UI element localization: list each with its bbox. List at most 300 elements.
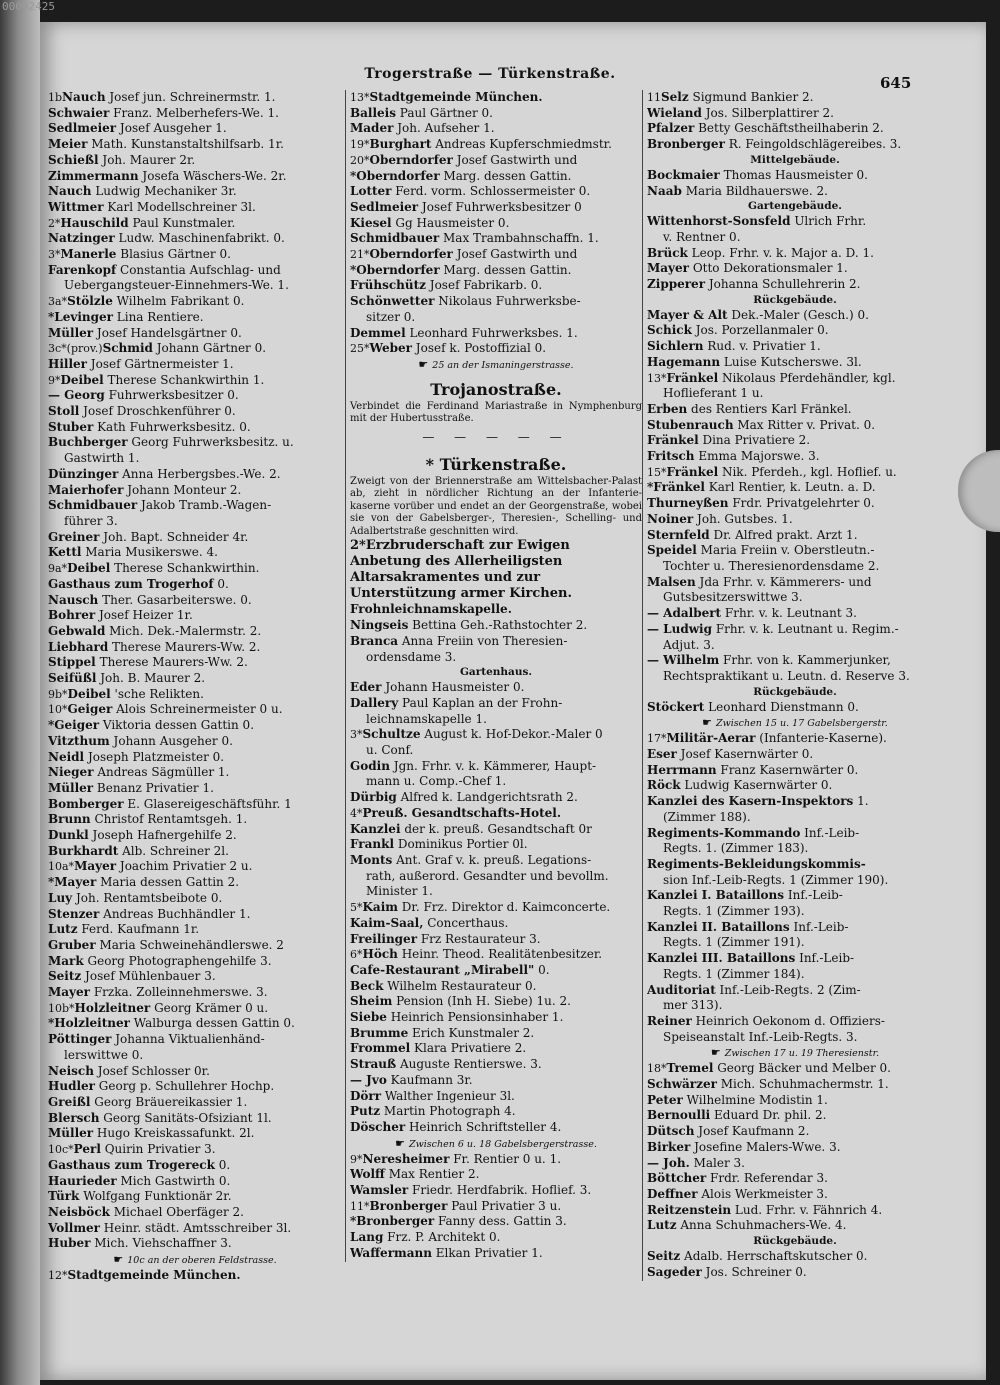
directory-entry: [48, 687, 342, 703]
column-right: [642, 90, 943, 1281]
resident-name: Frommel: [350, 1041, 411, 1056]
resident-name: Balleis: [350, 105, 396, 120]
directory-entry: [48, 1142, 342, 1158]
resident-name: Schmid: [102, 341, 153, 356]
resident-name: — Joh.: [647, 1155, 690, 1170]
resident-name: Döscher: [350, 1119, 406, 1134]
resident-name: Schönwetter: [350, 294, 435, 309]
directory-entry: [48, 357, 342, 373]
resident-name: Müller: [48, 780, 94, 795]
resident-details: Lina Rentiere.: [112, 309, 204, 324]
directory-entry: [350, 1057, 642, 1073]
house-number: 9a*: [48, 562, 68, 576]
directory-entry: [48, 310, 342, 326]
resident-name: Vollmer: [48, 1220, 100, 1235]
resident-name: Seifüßl: [48, 671, 97, 686]
resident-name: Waffermann: [350, 1245, 432, 1260]
resident-name: Gasthaus zum Trogereck: [48, 1157, 215, 1172]
resident-name: Meier: [48, 137, 88, 152]
house-number: 3a*: [48, 295, 68, 309]
directory-entry: [48, 907, 342, 923]
resident-details: Inf.-Leib-Regts. 2 (Zim-: [715, 982, 861, 997]
directory-entry: [350, 1041, 642, 1057]
directory-entry: [647, 1156, 943, 1172]
resident-details: Adjut. 3.: [663, 637, 715, 652]
resident-details: Anna Herbergsbes.-We. 2.: [118, 466, 281, 481]
directory-entry: [48, 373, 342, 389]
directory-entry: [48, 1158, 342, 1174]
resident-name: Auditoriat: [647, 982, 716, 997]
resident-details: Minister 1.: [366, 884, 433, 899]
resident-details: sion Inf.-Leib-Regts. 1 (Zimmer 190).: [663, 872, 889, 887]
directory-entry: [48, 530, 342, 546]
house-number: 17*: [647, 732, 667, 746]
resident-details: Josef Schlosser 0r.: [93, 1063, 210, 1078]
directory-entry: [647, 90, 943, 106]
resident-details: Max Ritter v. Privat. 0.: [733, 417, 876, 432]
resident-name: Huber: [48, 1236, 91, 1251]
resident-details: Dominikus Portier 0l.: [394, 837, 528, 852]
resident-name: Regiments-Kommando: [647, 825, 801, 840]
directory-entry: [350, 1199, 642, 1215]
house-number: 10*: [48, 703, 68, 717]
resident-name: Lutz: [647, 1218, 677, 1233]
directory-entry: [350, 121, 642, 137]
resident-name: Naab: [647, 183, 682, 198]
institution-entry: 2*Erzbruderschaft zur Ewigen Anbetung des Allerheiligsten Altarsakramentes und zur Unterstützung armer Kirchen.: [350, 538, 572, 602]
resident-details: Ludw. Maschinenfabrikt. 0.: [114, 231, 285, 246]
street-description: Zweigt von der Briennerstraße am Wittelsbacher-Palast ab, zieht in nördlicher Richtung an der Infanterie-kaserne vorüber und endet an der Georgenstraße, wobei sie von der Gabelsberger-, Theresien-, Schelling- und Adalbertstraße geschnitten wird.: [350, 475, 642, 537]
resident-details: Blasius Gärtner 0.: [116, 247, 231, 262]
directory-entry: [647, 480, 943, 496]
street-note: [647, 1045, 943, 1061]
directory-entry: [48, 1189, 342, 1205]
directory-entry: [647, 1171, 943, 1187]
entry-continuation: [48, 514, 342, 530]
resident-details: Inf.-Leib-: [784, 888, 843, 903]
resident-name: Dürbig: [350, 790, 397, 805]
resident-details: Marg. dessen Gattin.: [439, 168, 572, 183]
resident-name: Stadtgemeinde München.: [369, 90, 543, 104]
resident-name: Beck: [350, 978, 384, 993]
directory-entry: [647, 763, 943, 779]
resident-details: der k. preuß. Gesandtschaft 0r: [400, 821, 592, 836]
directory-entry: [647, 528, 943, 544]
directory-entry: [350, 618, 642, 634]
resident-name: Türk: [48, 1189, 80, 1204]
house-number: 6*: [350, 948, 363, 962]
directory-entry: [647, 323, 943, 339]
resident-details: Nik. Pferdeh., kgl. Hoflief. u.: [718, 464, 897, 479]
directory-entry: [48, 718, 342, 734]
directory-entry: [350, 963, 642, 979]
house-number: 11: [647, 91, 661, 104]
resident-details: Jos. Schreiner 0.: [701, 1264, 807, 1279]
entry-list: [647, 90, 943, 715]
directory-entry: [350, 1183, 642, 1199]
resident-name: Monts: [350, 853, 393, 867]
resident-name: Bohrer: [48, 608, 96, 623]
resident-details: Maria Schweinehändlerswe. 2: [95, 937, 284, 952]
entry-continuation: [350, 712, 642, 728]
resident-name: Peter: [647, 1092, 683, 1107]
directory-entry: [647, 1124, 943, 1140]
directory-entry: [647, 1061, 943, 1077]
resident-name: Stadtgemeinde München.: [67, 1268, 241, 1283]
resident-details: Frdr. Referendar 3.: [706, 1171, 828, 1186]
resident-name: Bronberger: [369, 1198, 448, 1213]
resident-details: Uebergangsteuer-Einnehmers-We. 1.: [64, 278, 289, 293]
entry-continuation: [350, 310, 642, 326]
resident-details: Johann Hausmeister 0.: [381, 680, 525, 695]
resident-name: Mader: [350, 121, 394, 136]
resident-name: Mayer: [74, 859, 117, 874]
directory-entry: [48, 891, 342, 907]
directory-entry: [647, 433, 943, 449]
note-text: Zwischen 6 u. 18 Gabelsbergerstrasse.: [409, 1138, 597, 1150]
resident-name: Birker: [647, 1139, 691, 1154]
resident-name: — Adalbert: [647, 606, 722, 621]
directory-entry: [647, 826, 943, 842]
resident-name: Gebwald: [48, 623, 106, 638]
entry-list: [48, 90, 342, 1252]
house-number: 13*: [647, 371, 667, 385]
resident-name: Pöttinger: [48, 1032, 112, 1047]
resident-details: Rud. v. Privatier 1.: [703, 339, 821, 354]
resident-details: Joh. Maurer 2r.: [98, 152, 196, 167]
resident-name: Dörr: [350, 1088, 382, 1103]
house-number: 9*: [350, 1152, 363, 1166]
resident-details: Frz Restaurateur 3.: [417, 931, 541, 946]
resident-details: Georg Bräuereikassier 1.: [90, 1095, 248, 1109]
resident-details: 1.: [853, 794, 869, 809]
resident-name: Fritsch: [647, 449, 695, 464]
resident-details: Andreas Kupferschmiedmstr.: [431, 137, 612, 152]
resident-details: E. Glasereigeschäftsführ. 1: [123, 796, 292, 811]
directory-entry: [48, 90, 342, 106]
resident-name: Schießl: [48, 152, 99, 167]
resident-details: Therese Maurers-Ww. 2.: [95, 655, 248, 670]
resident-name: Farenkopf: [48, 262, 117, 277]
directory-entry: [647, 1187, 943, 1203]
resident-name: Buchberger: [48, 435, 128, 450]
directory-entry: [48, 231, 342, 247]
house-number: 11*: [350, 1199, 370, 1213]
resident-name: Luy: [48, 890, 73, 905]
resident-name: Nauch: [62, 90, 106, 104]
resident-name: Lang: [350, 1230, 384, 1245]
resident-name: Sichlern: [647, 339, 704, 354]
resident-name: Bomberger: [48, 796, 124, 811]
entry-continuation: [647, 904, 943, 920]
resident-details: Frdr. Privatgelehrter 0.: [728, 496, 875, 511]
resident-name: Reitzenstein: [647, 1202, 732, 1217]
column-left: [48, 90, 342, 1284]
resident-details: Fr. Rentier 0 u. 1.: [449, 1151, 562, 1166]
page-number: 645: [880, 74, 912, 92]
directory-entry: [48, 1032, 342, 1048]
directory-entry: [350, 263, 642, 279]
resident-details: Joh. B. Maurer 2.: [96, 671, 206, 686]
resident-name: Kanzlei II. Bataillons: [647, 919, 790, 934]
building-subheading: Mittelgebäude.: [750, 153, 840, 166]
directory-entry: [350, 900, 642, 916]
directory-entry: [48, 969, 342, 985]
resident-name: Freilinger: [350, 931, 418, 946]
resident-name: Stenzer: [48, 906, 100, 921]
entry-continuation: [647, 810, 943, 826]
resident-details: Georg Krämer 0 u.: [150, 1000, 269, 1015]
resident-name: Lotter: [350, 184, 392, 199]
resident-name: Ningseis: [350, 618, 409, 633]
resident-details: Wolfgang Funktionär 2r.: [79, 1189, 232, 1204]
resident-name: Kanzlei des Kasern-Inspektors: [647, 794, 854, 809]
resident-name: *Oberndorfer: [350, 262, 440, 277]
resident-details: Regts. 1. (Zimmer 183).: [663, 841, 809, 856]
entry-continuation: [48, 278, 342, 294]
directory-entry: [647, 137, 943, 153]
directory-entry: [48, 388, 342, 404]
resident-details: Math. Kunstanstaltshilfsarb. 1r.: [87, 137, 284, 152]
resident-name: — Wilhelm: [647, 653, 720, 668]
resident-name: Kaim-Saal,: [350, 915, 424, 930]
resident-name: Kanzlei: [350, 821, 401, 836]
directory-entry: [350, 916, 642, 932]
directory-entry: [350, 696, 642, 712]
resident-details: Hoflieferant 1 u.: [663, 386, 764, 401]
directory-entry: [647, 214, 943, 230]
resident-name: Militär-Aerar: [666, 731, 756, 746]
directory-entry: [48, 655, 342, 671]
directory-entry: [48, 467, 342, 483]
resident-details: Joseph Platzmeister 0.: [84, 749, 225, 764]
resident-details: (Infanterie-Kaserne).: [755, 731, 887, 746]
directory-entry: [48, 781, 342, 797]
directory-entry: [350, 806, 642, 822]
resident-details: Quirin Privatier 3.: [100, 1142, 216, 1157]
resident-details: Josef k. Postoffizial 0.: [411, 341, 547, 356]
resident-details: Maler 3.: [689, 1155, 745, 1170]
directory-entry: [647, 1218, 943, 1234]
resident-name: Zimmermann: [48, 168, 139, 183]
directory-entry: [48, 938, 342, 954]
note-text: Zwischen 17 u. 19 Theresienstr.: [724, 1048, 880, 1060]
resident-details: Heinr. Theod. Realitätenbesitzer.: [397, 947, 603, 962]
entry-continuation: [647, 559, 943, 575]
directory-entry: [647, 308, 943, 324]
resident-details: Josef Droschkenführer 0.: [79, 404, 236, 419]
resident-name: Oberndorfer: [369, 152, 453, 167]
resident-name: Schwärzer: [647, 1077, 717, 1092]
resident-name: Preuß. Gesandtschafts-Hotel.: [362, 805, 562, 820]
resident-name: Mayer & Alt: [647, 307, 728, 322]
resident-name: Stubenrauch: [647, 417, 734, 432]
directory-entry: [350, 137, 642, 153]
resident-details: (Zimmer 188).: [663, 809, 751, 824]
resident-details: Viktoria dessen Gattin 0.: [99, 718, 255, 733]
resident-name: Bockmaier: [647, 167, 720, 182]
house-number: 3c*(prov.): [48, 342, 103, 356]
directory-entry: [647, 512, 943, 528]
directory-entry: [647, 402, 943, 418]
scan-id: 00092425: [2, 0, 55, 13]
resident-details: Dr. Frz. Direktor d. Kaimconcerte.: [397, 900, 611, 915]
resident-details: Maria Bildhauerswe. 2.: [681, 183, 828, 198]
resident-details: Fanny dess. Gattin 3.: [434, 1214, 567, 1229]
resident-name: Deffner: [647, 1187, 698, 1201]
resident-details: Regts. 1 (Zimmer 191).: [663, 935, 805, 950]
directory-entry: [48, 341, 342, 357]
resident-details: Concerthaus.: [423, 915, 509, 930]
resident-name: *Holzleitner: [48, 1016, 130, 1031]
resident-name: Höch: [362, 947, 398, 962]
resident-details: u. Conf.: [366, 743, 414, 758]
resident-details: Josef Ausgeher 1.: [116, 121, 227, 136]
entry-list: [647, 731, 943, 1045]
resident-name: Tremel: [666, 1061, 714, 1076]
directory-entry: [647, 622, 943, 638]
note-text: Zwischen 15 u. 17 Gabelsbergerstr.: [716, 718, 888, 730]
resident-name: Dünzinger: [48, 466, 119, 481]
resident-name: Nausch: [48, 592, 99, 607]
resident-details: Wilhelm Restaurateur 0.: [383, 978, 537, 993]
resident-name: Reiner: [647, 1013, 692, 1028]
resident-details: Jos. Silberplattirer 2.: [701, 105, 834, 120]
resident-name: Stippel: [48, 655, 96, 670]
resident-details: August k. Hof-Dekor.-Maler 0: [420, 727, 603, 742]
resident-details: Jos. Porzellanmaler 0.: [691, 323, 829, 338]
resident-details: Dek.-Maler (Gesch.) 0.: [727, 307, 869, 322]
resident-details: Paul Privatier 3 u.: [447, 1198, 562, 1213]
directory-entry: [48, 734, 342, 750]
resident-details: Tochter u. Theresienordensdame 2.: [663, 558, 880, 573]
resident-details: Martin Photograph 4.: [380, 1104, 516, 1119]
directory-entry: [48, 137, 342, 153]
resident-details: Heinr. städt. Amtsschreiber 3l.: [99, 1220, 292, 1235]
resident-name: Stuber: [48, 419, 94, 434]
house-number: 12*: [48, 1269, 68, 1283]
directory-entry: [350, 1010, 642, 1026]
resident-details: Marg. dessen Gattin.: [439, 262, 572, 277]
resident-name: Speidel: [647, 543, 697, 558]
resident-details: Josef Kaufmann 2.: [694, 1124, 810, 1139]
directory-entry: [48, 294, 342, 310]
resident-name: Greißl: [48, 1095, 91, 1109]
directory-entry: [350, 247, 642, 263]
resident-details: leichnamskapelle 1.: [366, 711, 487, 726]
building-subheading: Rückgebäude.: [753, 1235, 837, 1248]
resident-details: Josefine Malers-Wwe. 3.: [690, 1139, 841, 1154]
directory-entry: [647, 778, 943, 794]
directory-entry: [350, 680, 642, 696]
resident-details: Otto Dekorationsmaler 1.: [689, 261, 848, 276]
resident-details: Wilhelm Fabrikant 0.: [112, 294, 245, 309]
resident-details: Joh. Aufseher 1.: [393, 121, 495, 136]
entry-list: [350, 602, 642, 1135]
resident-details: Alois Werkmeister 3.: [697, 1187, 828, 1201]
resident-name: Liebhard: [48, 639, 109, 654]
running-header: Trogerstraße — Türkenstraße.: [364, 66, 616, 82]
directory-entry: [48, 1016, 342, 1032]
house-number: 10a*: [48, 860, 75, 874]
resident-name: Sageder: [647, 1264, 702, 1279]
resident-name: Wieland: [647, 105, 702, 120]
resident-name: Eser: [647, 747, 677, 762]
resident-name: Frühschütz: [350, 278, 426, 293]
note-text: 10c an der oberen Feldstrasse.: [127, 1255, 277, 1267]
directory-entry: [48, 624, 342, 640]
resident-name: Schultze: [362, 727, 421, 742]
directory-entry: [48, 545, 342, 561]
resident-details: Inf.-Leib-: [789, 919, 849, 934]
note-text: 25 an der Ismaningerstrasse.: [432, 359, 574, 371]
resident-details: Dr. Alfred prakt. Arzt 1.: [709, 527, 858, 542]
resident-details: Georg Photographengehilfe 3.: [83, 953, 272, 968]
resident-details: Johanna Viktualienhänd-: [111, 1032, 265, 1047]
resident-name: Blersch: [48, 1110, 100, 1125]
directory-entry: [647, 700, 943, 716]
directory-entry: [647, 168, 943, 184]
directory-entry: [647, 1140, 943, 1156]
directory-entry: [647, 731, 943, 747]
directory-entry: [48, 1095, 342, 1111]
resident-name: *Oberndorfer: [350, 168, 440, 183]
entry-list: [647, 1061, 943, 1280]
resident-details: Josef Gärtnermeister 1.: [86, 356, 234, 371]
resident-name: Kiesel: [350, 215, 392, 230]
resident-details: Alfred k. Landgerichtsrath 2.: [396, 790, 578, 805]
directory-entry: [48, 922, 342, 938]
resident-name: Frankl: [350, 837, 395, 852]
directory-entry: [48, 1236, 342, 1252]
resident-details: Maria Musikerswe. 4.: [81, 545, 218, 560]
resident-details: Johann Monteur 2.: [123, 482, 242, 497]
resident-name: Schick: [647, 323, 692, 338]
resident-details: Josefa Wäschers-We. 2r.: [138, 168, 287, 183]
directory-entry: [48, 954, 342, 970]
resident-details: ordensdame 3.: [366, 649, 457, 664]
directory-entry: [48, 1064, 342, 1080]
resident-name: Brück: [647, 245, 688, 260]
resident-name: *Geiger: [48, 718, 100, 733]
directory-entry: [647, 794, 943, 810]
resident-details: Josef Gastwirth und: [452, 247, 578, 262]
resident-details: Anna Schuhmachers-We. 4.: [676, 1218, 847, 1233]
directory-entry: [48, 263, 342, 279]
house-number: 10b*: [48, 1001, 75, 1015]
resident-details: Max Rentier 2.: [384, 1167, 480, 1182]
directory-entry: [48, 985, 342, 1001]
directory-entry: [350, 169, 642, 185]
resident-details: Maria Freiin v. Oberstleutn.-: [696, 543, 875, 558]
directory-entry: [48, 561, 342, 577]
resident-details: Eduard Dr. phil. 2.: [710, 1108, 827, 1123]
directory-entry: [48, 404, 342, 420]
house-number: 9b*: [48, 687, 68, 701]
directory-entry: [48, 1221, 342, 1237]
resident-details: Josef Fuhrwerksbesitzer 0: [418, 199, 582, 214]
resident-details: Benanz Privatier 1.: [93, 780, 214, 795]
directory-entry: [48, 435, 342, 451]
resident-name: Böttcher: [647, 1171, 707, 1186]
entry-continuation: [350, 869, 642, 885]
directory-entry: [350, 932, 642, 948]
directory-entry: [350, 326, 642, 342]
house-number: 15*: [647, 465, 667, 479]
pointing-hand-icon: ☛: [418, 357, 429, 371]
resident-details: Jgn. Frhr. v. k. Kämmerer, Haupt-: [389, 758, 597, 773]
directory-entry: [350, 1104, 642, 1120]
